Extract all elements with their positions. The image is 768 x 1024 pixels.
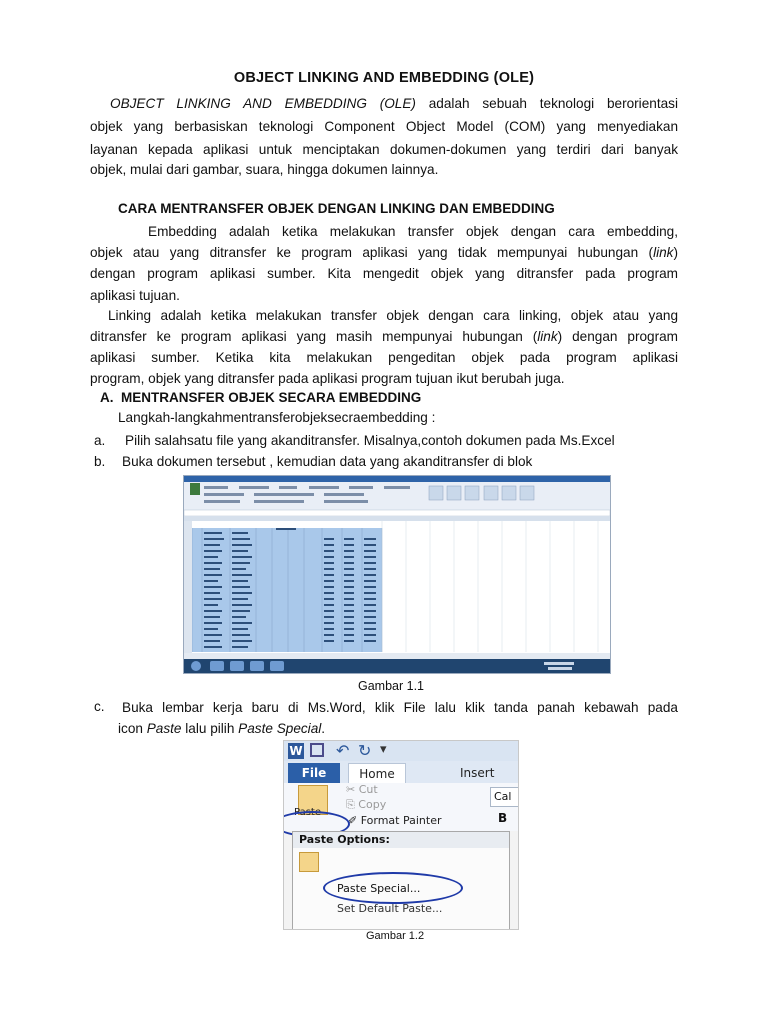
word-icon: W <box>289 744 303 758</box>
bold-button[interactable]: B <box>498 811 508 825</box>
step-c-line-1: Buka lembar kerja baru di Ms.Word, klik File lalu klik tanda panah kebawah pada <box>122 700 678 715</box>
save-icon[interactable] <box>310 743 324 757</box>
page-title: OBJECT LINKING AND EMBEDDING (OLE) <box>233 70 535 86</box>
step-b-text: Buka dokumen tersebut , kemudian data yang akanditransfer di blok <box>122 454 533 469</box>
figure-1-caption: Gambar 1.1 <box>358 679 425 693</box>
format-painter-button[interactable]: ✐ Format Painter <box>348 814 442 827</box>
linking-line-2: ditransfer ke program aplikasi yang masih mempunyai hubungan (link) dengan program <box>90 329 678 344</box>
intro-term: OBJECT LINKING AND EMBEDDING (OLE) <box>110 96 416 111</box>
subsection-heading: A. MENTRANSFER OBJEK SECARA EMBEDDING <box>100 390 422 405</box>
figure-2-caption: Gambar 1.2 <box>366 930 425 942</box>
undo-icon[interactable]: ↶ <box>336 741 350 760</box>
paste-dropdown-menu <box>292 831 510 930</box>
quick-access-toolbar <box>284 741 518 761</box>
keep-source-paste-icon[interactable] <box>299 852 319 872</box>
excel-screenshot <box>183 475 611 674</box>
tab-insert[interactable]: Insert <box>460 766 495 780</box>
embedding-line-1: Embedding adalah ketika melakukan transfer objek dengan cara embedding, <box>148 224 678 239</box>
customize-icon[interactable]: ▾ <box>380 742 387 757</box>
copy-button[interactable]: ⎘ Copy <box>346 798 387 811</box>
linking-line-4: program, objek yang ditransfer pada aplikasi program tujuan ikut berubah juga. <box>90 371 565 386</box>
intro-line-3: layanan kepada aplikasi untuk menciptakan dokumen-dokumen yang terdiri dari banyak <box>90 142 678 157</box>
excel-illustration <box>184 476 610 673</box>
step-a-marker: a. <box>94 433 106 448</box>
step-b-marker: b. <box>94 454 106 469</box>
intro-line-1: adalah sebuah teknologi berorientasi <box>415 96 678 111</box>
linking-line-1: Linking adalah ketika melakukan transfer objek dengan cara linking, objek atau yang <box>108 308 678 323</box>
subsection-marker: A. <box>100 390 114 405</box>
step-a-text: Pilih salahsatu file yang akanditransfer. Misalnya,contoh dokumen pada Ms.Excel <box>125 433 615 448</box>
steps-intro: Langkah-langkahmentransferobjeksecraembedding : <box>118 410 436 425</box>
embedding-line-2: objek atau yang ditransfer ke program aplikasi yang tidak mempunyai hubungan (link) <box>90 245 678 260</box>
paste-special-term: Paste Special <box>238 721 322 736</box>
tab-home[interactable]: Home <box>348 763 406 784</box>
paste-button-label[interactable]: Paste <box>294 807 321 818</box>
intro-line-2: objek yang berbasiskan teknologi Component Object Model (COM) yang menyediakan <box>90 119 678 134</box>
step-c-line-2: icon Paste lalu pilih Paste Special. <box>118 721 326 736</box>
embedding-line-3: dengan program aplikasi sumber. Kita mengedit objek yang ditransfer pada program <box>90 266 678 281</box>
intro-line-4: objek, mulai dari gambar, suara, hingga dokumen lainnya. <box>90 162 439 177</box>
set-default-paste-item[interactable]: Set Default Paste... <box>337 902 443 915</box>
linking-line-3: aplikasi sumber. Ketika kita melakukan pengeditan objek pada program aplikasi <box>90 350 678 365</box>
paste-options-header: Paste Options: <box>293 832 509 848</box>
redo-icon[interactable]: ↻ <box>358 741 372 760</box>
cut-button[interactable]: ✂ Cut <box>346 783 378 796</box>
embedding-link-term: link <box>653 245 674 260</box>
paste-special-item[interactable]: Paste Special... <box>337 882 421 895</box>
linking-link-term: link <box>537 329 558 344</box>
font-name-box[interactable]: Cal <box>490 787 519 807</box>
embedding-line-4: aplikasi tujuan. <box>90 288 180 303</box>
section-heading: CARA MENTRANSFER OBJEK DENGAN LINKING DAN EMBEDDING <box>118 201 555 216</box>
paste-term: Paste <box>146 721 182 736</box>
paste-special-highlight-oval <box>323 872 463 904</box>
tab-file[interactable]: File <box>288 763 340 783</box>
word-screenshot <box>283 740 519 930</box>
step-c-marker: c. <box>94 699 105 714</box>
